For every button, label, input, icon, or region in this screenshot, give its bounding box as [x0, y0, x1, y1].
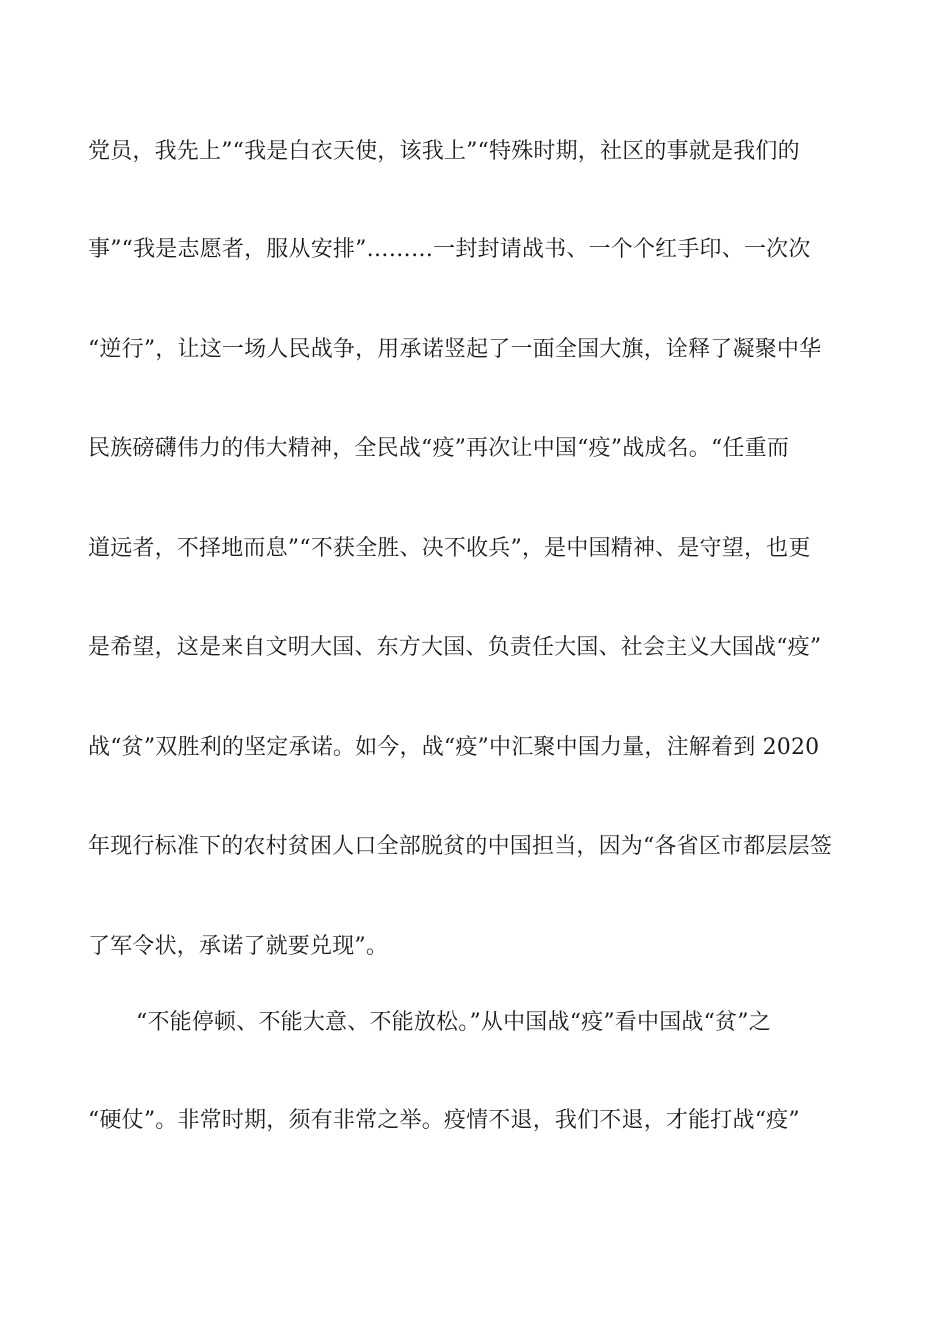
- paragraph-1-line-9: 了军令状，承诺了就要兑现”。: [88, 934, 389, 959]
- paragraph-1-line-5: 道远者，不择地而息”“不获全胜、决不收兵”，是中国精神、是守望，也更: [88, 536, 811, 561]
- paragraph-1-line-7: 战“贫”双胜利的坚定承诺。如今，战“疫”中汇聚中国力量，注解着到 2020: [88, 735, 820, 760]
- paragraph-2-line-2: “硬仗”。非常时期，须有非常之举。疫情不退，我们不退，才能打战“疫”: [88, 1108, 800, 1133]
- paragraph-1-line-8: 年现行标准下的农村贫困人口全部脱贫的中国担当，因为“各省区市都层层签: [88, 834, 833, 859]
- paragraph-1-line-3: “逆行”，让这一场人民战争，用承诺竖起了一面全国大旗，诠释了凝聚中华: [88, 337, 822, 362]
- paragraph-1-line-2: 事”“我是志愿者，服从安排”………一封封请战书、一个个红手印、一次次: [88, 237, 811, 262]
- paragraph-1-line-6: 是希望，这是来自文明大国、东方大国、负责任大国、社会主义大国战“疫”: [88, 635, 822, 660]
- paragraph-1-line-4: 民族磅礴伟力的伟大精神，全民战“疫”再次让中国“疫”战成名。“任重而: [88, 436, 790, 461]
- paragraph-1-line-1: 党员，我先上”“我是白衣天使，该我上”“特殊时期，社区的事就是我们的: [88, 139, 800, 164]
- paragraph-2-line-1: “不能停顿、不能大意、不能放松。”从中国战“疫”看中国战“贫”之: [136, 1010, 771, 1035]
